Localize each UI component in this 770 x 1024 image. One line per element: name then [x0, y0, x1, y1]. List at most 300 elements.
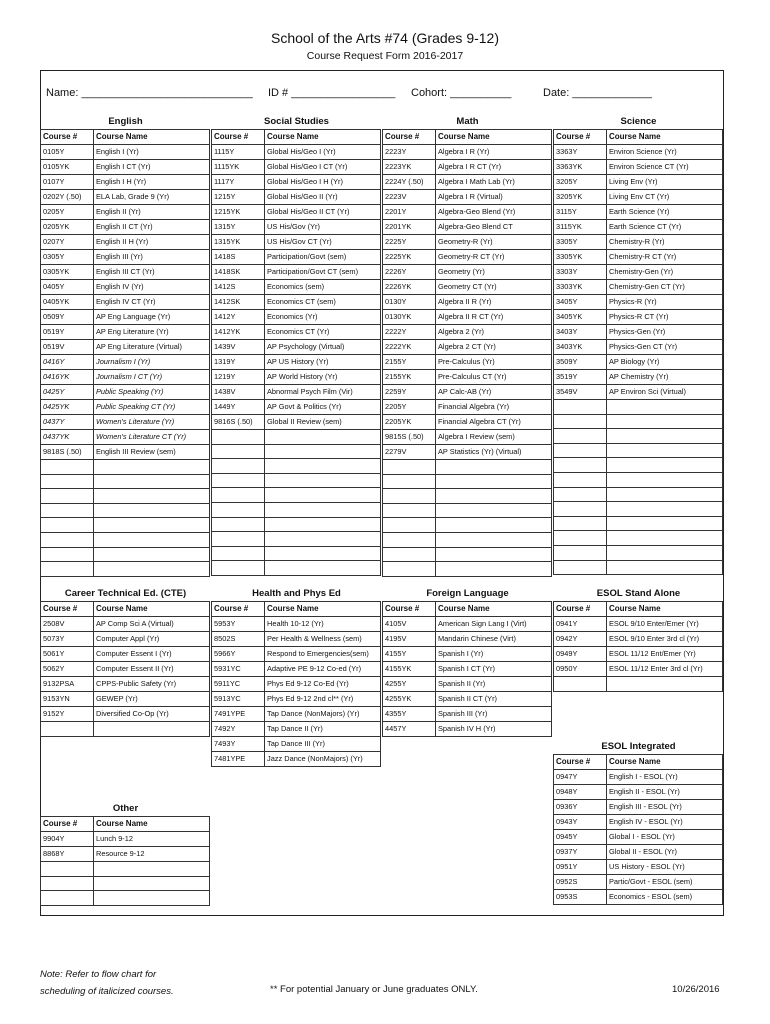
course-name: Partic/Govt - ESOL (sem) — [607, 875, 723, 890]
blank-row — [212, 444, 381, 459]
course-row[interactable] — [212, 340, 381, 355]
course-number: 9904Y — [41, 832, 94, 847]
course-name-header: Course Name — [94, 817, 210, 832]
course-number — [212, 459, 265, 474]
course-name — [607, 560, 723, 575]
section-math — [382, 115, 553, 577]
course-name: English I - ESOL (Yr) — [607, 770, 723, 785]
blank-row — [554, 502, 723, 517]
course-row[interactable] — [383, 325, 552, 340]
course-name — [94, 722, 210, 737]
course-number: 1215Y — [212, 190, 265, 205]
column-header-row — [212, 130, 381, 145]
course-row[interactable] — [554, 190, 723, 205]
course-number: 2259Y — [383, 385, 436, 400]
course-number: 1418SK — [212, 265, 265, 280]
course-number: 1412SK — [212, 295, 265, 310]
course-name: Global II - ESOL (Yr) — [607, 845, 723, 860]
course-row[interactable] — [383, 220, 552, 235]
course-row[interactable] — [212, 385, 381, 400]
course-name — [436, 562, 552, 577]
course-row[interactable] — [383, 445, 552, 460]
blank-row — [554, 487, 723, 502]
course-name-header: Course Name — [94, 130, 210, 145]
course-name: Phys Ed 9-12 Co-Ed (Yr) — [265, 677, 381, 692]
course-row[interactable] — [41, 310, 210, 325]
course-name: Mandarin Chinese (Virt) — [436, 632, 552, 647]
course-name: English II CT (Yr) — [94, 220, 210, 235]
course-row[interactable] — [383, 340, 552, 355]
blank-row — [212, 488, 381, 503]
course-number — [554, 472, 607, 487]
course-number: 5953Y — [212, 617, 265, 632]
column-header-row — [383, 602, 552, 617]
column-header-row — [41, 130, 210, 145]
course-row[interactable] — [554, 145, 723, 160]
course-row[interactable] — [383, 430, 552, 445]
course-number: 1215YK — [212, 205, 265, 220]
course-row[interactable] — [554, 235, 723, 250]
course-row[interactable] — [41, 415, 210, 430]
course-number: 3303YK — [554, 280, 607, 295]
course-row[interactable] — [383, 355, 552, 370]
blank-row — [554, 414, 723, 429]
course-name — [607, 545, 723, 560]
column-header-row — [41, 602, 210, 617]
course-number: 0405Y — [41, 280, 94, 295]
course-number — [383, 489, 436, 504]
course-row[interactable] — [554, 280, 723, 295]
course-number: 0952S — [554, 875, 607, 890]
course-name: Economics CT (Yr) — [265, 325, 381, 340]
course-name — [94, 503, 210, 518]
course-row[interactable] — [41, 692, 210, 707]
course-number — [41, 891, 94, 906]
course-number: 0948Y — [554, 785, 607, 800]
course-row[interactable] — [554, 310, 723, 325]
course-row[interactable] — [212, 220, 381, 235]
course-row[interactable] — [554, 340, 723, 355]
section-esol-integrated — [553, 740, 724, 905]
section-title: Foreign Language — [426, 588, 509, 599]
course-name: Earth Science CT (Yr) — [607, 220, 723, 235]
course-name: Algebra I Review (sem) — [436, 430, 552, 445]
course-row[interactable] — [212, 325, 381, 340]
course-name: AP Biology (Yr) — [607, 355, 723, 370]
course-name: Global His/Geo I CT (Yr) — [265, 160, 381, 175]
course-name: Algebra I Math Lab (Yr) — [436, 175, 552, 190]
course-row[interactable] — [383, 205, 552, 220]
course-row[interactable] — [554, 617, 723, 632]
course-name: Physics-Gen (Yr) — [607, 325, 723, 340]
course-row[interactable] — [41, 832, 210, 847]
course-row[interactable] — [212, 370, 381, 385]
course-row[interactable] — [383, 677, 552, 692]
date-field[interactable]: Date: _____________ — [543, 87, 652, 99]
course-number — [212, 532, 265, 547]
course-row[interactable] — [383, 280, 552, 295]
course-row[interactable] — [212, 190, 381, 205]
course-name — [265, 473, 381, 488]
footer-date: 10/26/2016 — [672, 984, 720, 995]
course-number-header: Course # — [41, 817, 94, 832]
course-number — [41, 876, 94, 891]
course-row[interactable] — [212, 692, 381, 707]
course-row[interactable] — [41, 220, 210, 235]
course-number: 3549V — [554, 385, 607, 400]
course-row[interactable] — [41, 205, 210, 220]
course-row[interactable] — [41, 707, 210, 722]
course-name: English II - ESOL (Yr) — [607, 785, 723, 800]
course-row[interactable] — [554, 860, 723, 875]
course-name: Spanish II (Yr) — [436, 677, 552, 692]
blank-row — [41, 862, 210, 877]
course-row[interactable] — [383, 617, 552, 632]
blank-row — [212, 459, 381, 474]
course-number: 9815S (.50) — [383, 430, 436, 445]
course-name — [94, 460, 210, 475]
course-row[interactable] — [383, 175, 552, 190]
course-name — [265, 532, 381, 547]
course-name — [607, 502, 723, 517]
course-number: 0425YK — [41, 400, 94, 415]
course-number — [212, 488, 265, 503]
course-number: 2155Y — [383, 355, 436, 370]
course-row[interactable] — [41, 160, 210, 175]
blank-row — [383, 460, 552, 475]
course-name — [607, 472, 723, 487]
course-row[interactable] — [212, 722, 381, 737]
course-row[interactable] — [212, 415, 381, 430]
course-row[interactable] — [554, 662, 723, 677]
course-row[interactable] — [41, 632, 210, 647]
course-row[interactable] — [554, 890, 723, 905]
course-number: 0942Y — [554, 632, 607, 647]
course-row[interactable] — [212, 752, 381, 767]
course-name: English I CT (Yr) — [94, 160, 210, 175]
course-number — [212, 561, 265, 576]
course-row[interactable] — [554, 647, 723, 662]
course-row[interactable] — [212, 310, 381, 325]
course-row[interactable] — [212, 205, 381, 220]
course-name — [607, 400, 723, 415]
course-row[interactable] — [212, 355, 381, 370]
course-row[interactable] — [212, 707, 381, 722]
course-name: Phys Ed 9-12 2nd cl** (Yr) — [265, 692, 381, 707]
course-table — [40, 601, 210, 737]
course-row[interactable] — [212, 677, 381, 692]
course-row[interactable] — [383, 265, 552, 280]
course-row[interactable] — [41, 295, 210, 310]
course-name — [436, 518, 552, 533]
course-row[interactable] — [41, 250, 210, 265]
course-number: 9132PSA — [41, 677, 94, 692]
course-number: 3509Y — [554, 355, 607, 370]
course-row[interactable] — [212, 235, 381, 250]
course-number: 7491YPE — [212, 707, 265, 722]
course-row[interactable] — [383, 400, 552, 415]
course-row[interactable] — [383, 707, 552, 722]
course-table — [382, 601, 552, 737]
course-number: 0207Y — [41, 235, 94, 250]
course-number: 2223YK — [383, 160, 436, 175]
course-row[interactable] — [383, 415, 552, 430]
course-row[interactable] — [212, 647, 381, 662]
course-row[interactable] — [212, 295, 381, 310]
course-name: Computer Essent I (Yr) — [94, 647, 210, 662]
course-row[interactable] — [383, 145, 552, 160]
course-number: 1319Y — [212, 355, 265, 370]
course-name: Geometry-R (Yr) — [436, 235, 552, 250]
section-title: ESOL Integrated — [601, 741, 676, 752]
course-number — [383, 532, 436, 547]
course-number: 2225YK — [383, 250, 436, 265]
course-number — [41, 532, 94, 547]
course-row[interactable] — [554, 295, 723, 310]
course-row[interactable] — [212, 145, 381, 160]
course-number: 7493Y — [212, 737, 265, 752]
course-row[interactable] — [554, 325, 723, 340]
course-row[interactable] — [383, 370, 552, 385]
course-number — [554, 502, 607, 517]
course-number: 0416YK — [41, 370, 94, 385]
course-row[interactable] — [383, 662, 552, 677]
course-number: 5073Y — [41, 632, 94, 647]
course-number-header: Course # — [41, 130, 94, 145]
course-row[interactable] — [383, 385, 552, 400]
course-name: Participation/Govt CT (sem) — [265, 265, 381, 280]
course-name: Global His/Geo I (Yr) — [265, 145, 381, 160]
course-number: 2223V — [383, 190, 436, 205]
course-row[interactable] — [41, 355, 210, 370]
course-row[interactable] — [212, 400, 381, 415]
course-name: Per Health & Wellness (sem) — [265, 632, 381, 647]
course-row[interactable] — [554, 250, 723, 265]
course-row[interactable] — [41, 190, 210, 205]
course-name: English III - ESOL (Yr) — [607, 800, 723, 815]
course-row[interactable] — [554, 370, 723, 385]
course-row[interactable] — [554, 875, 723, 890]
section-health-and-phys-ed — [211, 587, 382, 767]
course-row[interactable] — [554, 815, 723, 830]
blank-row — [41, 460, 210, 475]
course-row[interactable] — [41, 235, 210, 250]
course-row[interactable] — [212, 632, 381, 647]
course-number: 5966Y — [212, 647, 265, 662]
course-number-header: Course # — [383, 602, 436, 617]
course-row[interactable] — [554, 800, 723, 815]
course-name: English II H (Yr) — [94, 235, 210, 250]
blank-row — [41, 722, 210, 737]
course-number: 0950Y — [554, 662, 607, 677]
section-title: Science — [620, 116, 657, 127]
course-number: 4255YK — [383, 692, 436, 707]
course-name: Computer Appl (Yr) — [94, 632, 210, 647]
footnote — [40, 966, 174, 1000]
course-row[interactable] — [383, 235, 552, 250]
course-name: Algebra 2 (Yr) — [436, 325, 552, 340]
course-row[interactable] — [554, 355, 723, 370]
course-number: 1412Y — [212, 310, 265, 325]
course-number: 7481YPE — [212, 752, 265, 767]
course-row[interactable] — [41, 385, 210, 400]
blank-row — [212, 561, 381, 576]
course-row[interactable] — [554, 770, 723, 785]
course-row[interactable] — [554, 385, 723, 400]
course-row[interactable] — [41, 617, 210, 632]
course-table — [211, 601, 381, 767]
course-row[interactable] — [41, 445, 210, 460]
course-row[interactable] — [383, 250, 552, 265]
course-number: 2224Y (.50) — [383, 175, 436, 190]
course-name: Global His/Geo I H (Yr) — [265, 175, 381, 190]
course-row[interactable] — [41, 400, 210, 415]
course-name: Spanish I CT (Yr) — [436, 662, 552, 677]
graduates-note: ** For potential January or June graduates ONLY. — [270, 984, 478, 995]
course-number — [554, 414, 607, 429]
course-name — [265, 502, 381, 517]
section-other — [40, 802, 211, 906]
blank-row — [41, 518, 210, 533]
course-number — [554, 443, 607, 458]
course-row[interactable] — [383, 722, 552, 737]
course-row[interactable] — [554, 220, 723, 235]
blank-row — [383, 489, 552, 504]
course-row[interactable] — [554, 265, 723, 280]
course-row[interactable] — [554, 830, 723, 845]
course-row[interactable] — [212, 280, 381, 295]
course-row[interactable] — [41, 340, 210, 355]
course-number — [383, 503, 436, 518]
course-row[interactable] — [41, 847, 210, 862]
column-header-row — [554, 130, 723, 145]
course-name-header: Course Name — [265, 130, 381, 145]
course-number: 0305Y — [41, 250, 94, 265]
column-header-row — [41, 817, 210, 832]
course-number: 1315Y — [212, 220, 265, 235]
course-name: Global His/Geo II CT (Yr) — [265, 205, 381, 220]
course-row[interactable] — [554, 205, 723, 220]
course-row[interactable] — [383, 310, 552, 325]
course-number: 2226YK — [383, 280, 436, 295]
blank-row — [383, 474, 552, 489]
course-row[interactable] — [41, 430, 210, 445]
course-name: ESOL 9/10 Enter/Emer (Yr) — [607, 617, 723, 632]
blank-row — [212, 473, 381, 488]
course-name: Computer Essent II (Yr) — [94, 662, 210, 677]
course-name: Resource 9-12 — [94, 847, 210, 862]
course-row[interactable] — [212, 175, 381, 190]
course-row[interactable] — [383, 295, 552, 310]
course-name: Algebra-Geo Blend (Yr) — [436, 205, 552, 220]
course-number — [212, 430, 265, 445]
course-number: 5911YC — [212, 677, 265, 692]
course-number: 3405YK — [554, 310, 607, 325]
course-name: Algebra I R CT (Yr) — [436, 160, 552, 175]
course-row[interactable] — [41, 325, 210, 340]
course-name: Living Env (Yr) — [607, 175, 723, 190]
course-row[interactable] — [554, 175, 723, 190]
course-name: AP Statistics (Yr) (Virtual) — [436, 445, 552, 460]
course-row[interactable] — [383, 160, 552, 175]
course-number: 0951Y — [554, 860, 607, 875]
page-title: School of the Arts #74 (Grades 9-12) — [270, 30, 499, 46]
course-row[interactable] — [383, 190, 552, 205]
course-row[interactable] — [554, 785, 723, 800]
course-row[interactable] — [41, 662, 210, 677]
course-row[interactable] — [41, 175, 210, 190]
course-row[interactable] — [212, 617, 381, 632]
course-name: Earth Science (Yr) — [607, 205, 723, 220]
course-row[interactable] — [41, 145, 210, 160]
cohort-field[interactable]: Cohort: __________ — [411, 87, 512, 99]
course-number — [41, 862, 94, 877]
course-row[interactable] — [212, 265, 381, 280]
course-row[interactable] — [212, 662, 381, 677]
course-row[interactable] — [554, 160, 723, 175]
course-name: AP Chemistry (Yr) — [607, 370, 723, 385]
course-row[interactable] — [41, 280, 210, 295]
course-name-header: Course Name — [94, 602, 210, 617]
id-field[interactable]: ID # _________________ — [268, 87, 396, 99]
course-row[interactable] — [554, 845, 723, 860]
course-number: 0937Y — [554, 845, 607, 860]
course-name: Tap Dance II (Yr) — [265, 722, 381, 737]
course-row[interactable] — [383, 632, 552, 647]
course-name: English III (Yr) — [94, 250, 210, 265]
course-name: ESOL 9/10 Enter 3rd cl (Yr) — [607, 632, 723, 647]
course-row[interactable] — [212, 737, 381, 752]
course-name — [436, 532, 552, 547]
course-number: 9152Y — [41, 707, 94, 722]
course-row[interactable] — [41, 370, 210, 385]
course-row[interactable] — [212, 250, 381, 265]
course-number: 3519Y — [554, 370, 607, 385]
course-number: 0205YK — [41, 220, 94, 235]
course-name: Respond to Emergencies(sem) — [265, 647, 381, 662]
name-field[interactable]: Name: ____________________________ — [46, 87, 253, 99]
course-number-header: Course # — [41, 602, 94, 617]
course-number: 3363YK — [554, 160, 607, 175]
course-number: 2279V — [383, 445, 436, 460]
course-row[interactable] — [212, 160, 381, 175]
blank-row — [554, 472, 723, 487]
blank-row — [212, 430, 381, 445]
course-name: Algebra II R (Yr) — [436, 295, 552, 310]
blank-row — [41, 474, 210, 489]
course-number: 0945Y — [554, 830, 607, 845]
blank-row — [554, 531, 723, 546]
course-number — [41, 460, 94, 475]
course-number: 9816S (.50) — [212, 415, 265, 430]
course-name — [94, 547, 210, 562]
course-number-header: Course # — [554, 755, 607, 770]
course-name: Global His/Geo II (Yr) — [265, 190, 381, 205]
course-name — [607, 677, 723, 692]
course-row[interactable] — [383, 692, 552, 707]
course-row[interactable] — [41, 265, 210, 280]
course-name: Global II Review (sem) — [265, 415, 381, 430]
course-row[interactable] — [41, 647, 210, 662]
course-table — [382, 129, 552, 577]
course-number: 4457Y — [383, 722, 436, 737]
course-name: ESOL 11/12 Ent/Emer (Yr) — [607, 647, 723, 662]
course-number: 1219Y — [212, 370, 265, 385]
course-row[interactable] — [383, 647, 552, 662]
course-number: 1438V — [212, 385, 265, 400]
course-row[interactable] — [554, 632, 723, 647]
course-row[interactable] — [41, 677, 210, 692]
